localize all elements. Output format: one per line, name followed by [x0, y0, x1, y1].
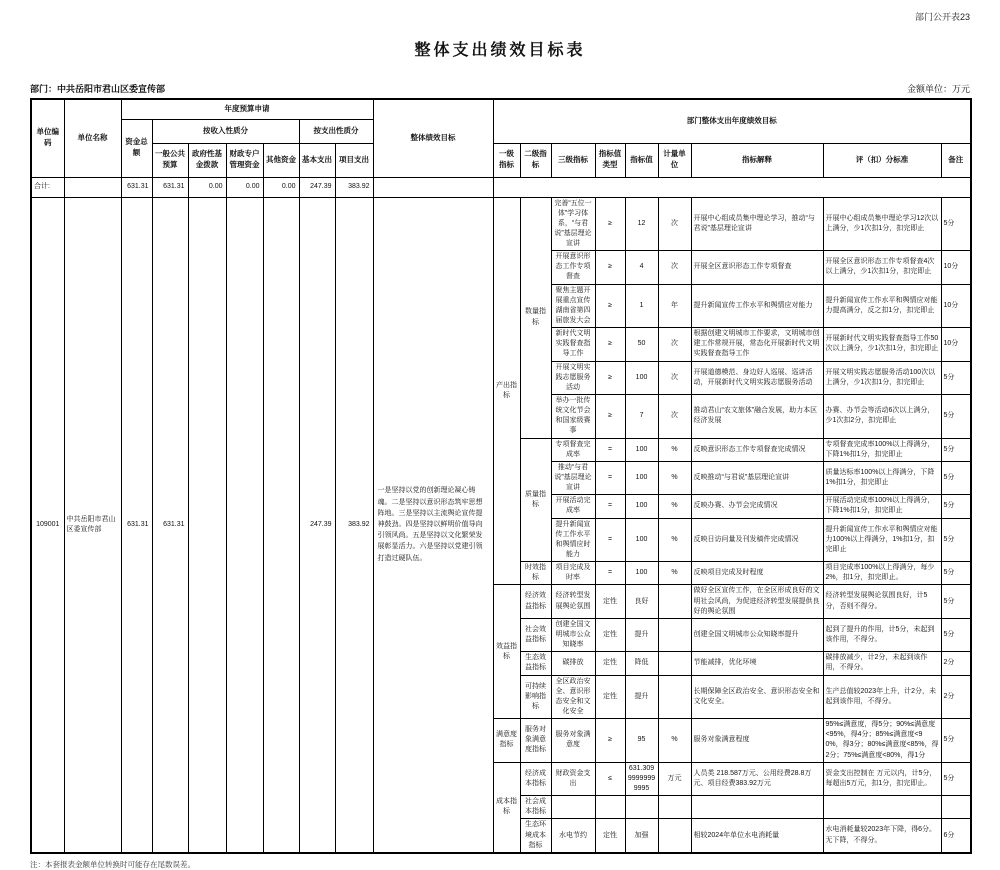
explain-cell: 相较2024年单位水电消耗量 — [691, 819, 823, 853]
unit-general-public-cell: 631.31 — [152, 197, 188, 853]
l2-cell: 生态环境成本指标 — [520, 819, 551, 853]
col-header-gov-fund: 政府性基金拨款 — [188, 143, 226, 177]
remark-cell: 2分 — [941, 652, 971, 675]
remark-cell: 5分 — [941, 438, 971, 461]
unit-measure-cell: 次 — [658, 328, 691, 361]
col-header-by-expenditure: 按支出性质分 — [299, 119, 373, 143]
value-type-cell: 定性 — [595, 819, 625, 853]
score-rule-cell: 开展活动完成率100%以上得满分，下降1%扣1分，扣完即止 — [823, 495, 941, 518]
indicator-row — [31, 197, 971, 251]
value-type-cell: ≥ — [595, 361, 625, 394]
l3-cell: 开展文明实践志愿服务活动 — [551, 361, 595, 394]
remark-cell: 5分 — [941, 618, 971, 651]
l2-cell: 生态效益指标 — [520, 652, 551, 675]
total-right-empty — [493, 177, 971, 197]
l3-cell: 聚焦主题开展重点宣传湖南省第四届旅发大会 — [551, 284, 595, 328]
score-rule-cell: 办赛、办节会等活动6次以上满分，少1次扣2分，扣完即止 — [823, 395, 941, 439]
remark-cell: 10分 — [941, 251, 971, 284]
unit-gov-fund-cell — [188, 197, 226, 853]
l2-cell: 质量指标 — [520, 438, 551, 562]
doc-label: 部门公开表23 — [914, 12, 970, 22]
value-type-cell — [595, 796, 625, 819]
remark-cell: 5分 — [941, 762, 971, 795]
value-type-cell: = — [595, 562, 625, 585]
score-rule-cell — [823, 796, 941, 819]
unit-measure-cell: % — [658, 461, 691, 494]
score-rule-cell: 碳排放减少，计2分，未起到该作用，不得分。 — [823, 652, 941, 675]
value-type-cell: = — [595, 438, 625, 461]
score-rule-cell: 项目完成率100%以上得满分，每少2%，扣1分，扣完即止。 — [823, 562, 941, 585]
value-cell: 提升 — [625, 675, 658, 719]
unit-measure-cell: % — [658, 518, 691, 562]
explain-cell: 推动君山“农文旅体”融合发展，助力本区经济发展 — [691, 395, 823, 439]
unit-measure-cell — [658, 585, 691, 618]
total-other: 0.00 — [263, 177, 299, 197]
unit-measure-cell — [658, 796, 691, 819]
remark-cell: 5分 — [941, 361, 971, 394]
value-cell: 100 — [625, 438, 658, 461]
l3-cell: 全区政治安全、意识形态安全和文化安全 — [551, 675, 595, 719]
remark-cell: 5分 — [941, 461, 971, 494]
col-header-annual-budget: 年度预算申请 — [121, 99, 373, 119]
value-type-cell: ≥ — [595, 251, 625, 284]
value-type-cell: 定性 — [595, 585, 625, 618]
remark-cell: 5分 — [941, 562, 971, 585]
score-rule-cell: 开展中心组成员集中理论学习12次以上满分，少1次扣1分，扣完即止 — [823, 197, 941, 251]
remark-cell: 10分 — [941, 328, 971, 361]
value-type-cell: ≥ — [595, 197, 625, 251]
value-type-cell: ≥ — [595, 328, 625, 361]
col-header-total-funds: 资金总额 — [121, 119, 152, 177]
col-header-by-income: 按收入性质分 — [152, 119, 299, 143]
page-title: 整体支出绩效目标表 — [414, 42, 586, 59]
l3-cell: 完善“五位一体”学习体系，“与君说”基层理论宣讲 — [551, 197, 595, 251]
explain-cell: 人员类 218.587万元、公用经费28.8万元、项目经费383.92万元 — [691, 762, 823, 795]
remark-cell: 6分 — [941, 819, 971, 853]
total-empty-name — [64, 177, 121, 197]
remark-cell: 2分 — [941, 675, 971, 719]
explain-cell: 开展道德模范、身边好人巡展、巡讲活动，开展新时代文明实践志愿服务活动 — [691, 361, 823, 394]
total-general-public: 631.31 — [152, 177, 188, 197]
l3-cell: 推动“与君说”基层理论宣讲 — [551, 461, 595, 494]
explain-cell: 长期保障全区政治安全、意识形态安全和文化安全。 — [691, 675, 823, 719]
value-cell: 100 — [625, 461, 658, 494]
l2-cell: 经济效益指标 — [520, 585, 551, 618]
value-cell — [625, 796, 658, 819]
meta-row — [30, 82, 970, 95]
performance-target-table — [30, 98, 972, 854]
value-type-cell: = — [595, 518, 625, 562]
total-project: 383.92 — [335, 177, 373, 197]
col-header-unit-name: 单位名称 — [64, 99, 121, 177]
unit-fiscal-account-cell — [226, 197, 263, 853]
l1-cell: 效益指标 — [493, 585, 520, 719]
unit-measure-cell: % — [658, 495, 691, 518]
explain-cell: 反映日访问量及刊发稿件完成情况 — [691, 518, 823, 562]
value-type-cell: = — [595, 495, 625, 518]
total-label: 合计: — [31, 177, 64, 197]
explain-cell: 创建全国文明城市公众知晓率提升 — [691, 618, 823, 651]
l2-cell: 数量指标 — [520, 197, 551, 438]
l2-cell: 时效指标 — [520, 562, 551, 585]
col-header-overall-goal: 整体绩效目标 — [373, 99, 493, 177]
unit-name-cell: 中共岳阳市君山区委宣传部 — [64, 197, 121, 853]
l3-cell: 服务对象满意度 — [551, 719, 595, 763]
unit-code-cell: 109001 — [31, 197, 64, 853]
score-rule-cell: 95%≤满意度，得5分；90%≤满意度<95%，得4分；85%≤满意度<90%，得3分；80%≤满意度<85%，得2分；75%≤满意度<80%，得1分 — [823, 719, 941, 763]
value-cell: 12 — [625, 197, 658, 251]
col-header-other-funds: 其他资金 — [263, 143, 299, 177]
l2-cell: 社会成本指标 — [520, 796, 551, 819]
unit-measure-cell: % — [658, 719, 691, 763]
explain-cell: 反映项目完成及时程度 — [691, 562, 823, 585]
explain-cell: 反映意识形态工作专项督查完成情况 — [691, 438, 823, 461]
l3-cell: 经济转型发展舆论氛围 — [551, 585, 595, 618]
score-rule-cell: 开展文明实践志愿服务活动100次以上满分，少1次扣1分，扣完即止 — [823, 361, 941, 394]
value-cell: 50 — [625, 328, 658, 361]
l3-cell: 创建全国文明城市公众知晓率 — [551, 618, 595, 651]
value-type-cell: 定性 — [595, 652, 625, 675]
value-cell: 100 — [625, 361, 658, 394]
explain-cell: 开展全区意识形态工作专项督查 — [691, 251, 823, 284]
remark-cell: 5分 — [941, 518, 971, 562]
total-goal-empty — [373, 177, 493, 197]
col-header-value-type: 指标值类型 — [595, 143, 625, 177]
explain-cell: 提升新闻宣传工作水平和舆情应对能力 — [691, 284, 823, 328]
l3-cell: 开展活动完成率 — [551, 495, 595, 518]
remark-cell: 5分 — [941, 495, 971, 518]
unit-other-cell — [263, 197, 299, 853]
value-cell: 7 — [625, 395, 658, 439]
l3-cell: 举办一批传统文化节会和国家级赛事 — [551, 395, 595, 439]
explain-cell: 反映推动“与君说”基层理论宣讲 — [691, 461, 823, 494]
col-header-unit-code: 单位编码 — [31, 99, 64, 177]
score-rule-cell: 生产总值较2023年上升，计2分，未起到该作用，不得分。 — [823, 675, 941, 719]
unit-measure-cell — [658, 652, 691, 675]
unit-measure-cell: 万元 — [658, 762, 691, 795]
value-cell: 1 — [625, 284, 658, 328]
overall-goal-cell: 一是坚持以党的创新理论凝心铸魂。二是坚持以意识形态筑牢思想阵地。三是坚持以主流舆论宣传提神鼓劲。四是坚持以鲜明价值导向引领风尚。五是坚持以文化繁荣发展彰显活力。六是坚持以党建引领打造过硬队伍。 — [373, 197, 493, 853]
l3-cell: 水电节约 — [551, 819, 595, 853]
total-funds-value: 631.31 — [121, 177, 152, 197]
value-cell: 降低 — [625, 652, 658, 675]
col-header-fiscal-account: 财政专户管理资金 — [226, 143, 263, 177]
l1-cell: 满意度指标 — [493, 719, 520, 763]
remark-cell: 5分 — [941, 585, 971, 618]
value-cell: 100 — [625, 518, 658, 562]
unit-measure-cell — [658, 819, 691, 853]
col-header-score-rule: 评（扣）分标准 — [823, 143, 941, 177]
value-type-cell: ≤ — [595, 762, 625, 795]
unit-measure-cell: % — [658, 438, 691, 461]
l2-cell: 服务对象满意度指标 — [520, 719, 551, 763]
score-rule-cell: 质量达标率100%以上得满分，下降1%扣1分，扣完即止 — [823, 461, 941, 494]
value-cell: 良好 — [625, 585, 658, 618]
score-rule-cell: 开展新时代文明实践督查指导工作50次以上满分，少1次扣1分，扣完即止 — [823, 328, 941, 361]
value-type-cell: = — [595, 461, 625, 494]
col-header-l3: 三级指标 — [551, 143, 595, 177]
explain-cell: 反映办赛、办节会完成情况 — [691, 495, 823, 518]
l2-cell: 可持续影响指标 — [520, 675, 551, 719]
total-row — [31, 177, 971, 197]
value-cell: 100 — [625, 495, 658, 518]
unit-measure-cell: 次 — [658, 395, 691, 439]
value-type-cell: 定性 — [595, 618, 625, 651]
remark-cell: 5分 — [941, 395, 971, 439]
value-cell: 4 — [625, 251, 658, 284]
unit-project-cell: 383.92 — [335, 197, 373, 853]
remark-cell — [941, 796, 971, 819]
col-header-general-public: 一般公共预算 — [152, 143, 188, 177]
score-rule-cell: 资金支出控制在 万元以内，计5分，每超出5万元，扣1分，扣完即止。 — [823, 762, 941, 795]
explain-cell: 服务对象满意程度 — [691, 719, 823, 763]
col-header-explain: 指标解释 — [691, 143, 823, 177]
unit-measure-cell: 年 — [658, 284, 691, 328]
l3-cell — [551, 796, 595, 819]
col-header-unit-measure: 计量单位 — [658, 143, 691, 177]
score-rule-cell: 起到了提升的作用，计5分，未起到该作用，不得分。 — [823, 618, 941, 651]
unit-total-cell: 631.31 — [121, 197, 152, 853]
l3-cell: 开展意识形态工作专项督查 — [551, 251, 595, 284]
value-type-cell: 定性 — [595, 675, 625, 719]
total-basic: 247.39 — [299, 177, 335, 197]
value-cell: 100 — [625, 562, 658, 585]
col-header-l2: 二级指标 — [520, 143, 551, 177]
value-cell: 631.30999999999995 — [625, 762, 658, 795]
remark-cell: 10分 — [941, 284, 971, 328]
value-type-cell: ≥ — [595, 719, 625, 763]
l3-cell: 新时代文明实践督查指导工作 — [551, 328, 595, 361]
l3-cell: 项目完成及时率 — [551, 562, 595, 585]
col-header-value: 指标值 — [625, 143, 658, 177]
value-cell: 提升 — [625, 618, 658, 651]
score-rule-cell: 开展全区意识形态工作专项督查4次以上满分，少1次扣1分，扣完即止 — [823, 251, 941, 284]
explain-cell: 节能减排，优化环境 — [691, 652, 823, 675]
value-cell: 95 — [625, 719, 658, 763]
explain-cell: 开展中心组成员集中理论学习，推动“与君说”基层理论宣讲 — [691, 197, 823, 251]
score-rule-cell: 经济转型发展舆论氛围良好，计5分，否则不得分。 — [823, 585, 941, 618]
l2-cell: 社会效益指标 — [520, 618, 551, 651]
l1-cell: 成本指标 — [493, 762, 520, 853]
col-header-l1: 一级指标 — [493, 143, 520, 177]
total-fiscal-account: 0.00 — [226, 177, 263, 197]
l3-cell: 专项督查完成率 — [551, 438, 595, 461]
l3-cell: 碳排放 — [551, 652, 595, 675]
unit-measure-cell — [658, 618, 691, 651]
score-rule-cell: 专项督查完成率100%以上得满分，下降1%扣1分，扣完即止 — [823, 438, 941, 461]
l3-cell: 财政资金支出 — [551, 762, 595, 795]
footnote: 注：本套报表金额单位转换时可能存在尾数误差。 — [30, 859, 195, 869]
remark-cell: 5分 — [941, 197, 971, 251]
amount-unit-label: 金额单位：万元 — [906, 84, 970, 94]
explain-cell: 根据创建文明城市工作要求，文明城市创建工作常规开展，常态化开展新时代文明实践督查指导工作 — [691, 328, 823, 361]
unit-measure-cell — [658, 675, 691, 719]
total-gov-fund: 0.00 — [188, 177, 226, 197]
l3-cell: 提升新闻宣传工作水平和舆情应时能力 — [551, 518, 595, 562]
l1-cell: 产出指标 — [493, 197, 520, 585]
unit-measure-cell: 次 — [658, 251, 691, 284]
value-cell: 加强 — [625, 819, 658, 853]
unit-measure-cell: 次 — [658, 197, 691, 251]
score-rule-cell: 提升新闻宣传工作水平和舆情应对能力100%以上得满分，1%扣1分，扣完即止 — [823, 518, 941, 562]
col-header-remark: 备注 — [941, 143, 971, 177]
col-header-basic-expend: 基本支出 — [299, 143, 335, 177]
value-type-cell: ≥ — [595, 395, 625, 439]
remark-cell: 5分 — [941, 719, 971, 763]
col-header-project-expend: 项目支出 — [335, 143, 373, 177]
unit-basic-cell: 247.39 — [299, 197, 335, 853]
department-label: 部门：中共岳阳市君山区委宣传部 — [30, 84, 166, 94]
value-type-cell: ≥ — [595, 284, 625, 328]
unit-measure-cell: % — [658, 562, 691, 585]
explain-cell: 做好全区宣传工作，在全区形成良好的文明社会风尚，为促进经济转型发展提供良好的舆论氛围 — [691, 585, 823, 618]
unit-measure-cell: 次 — [658, 361, 691, 394]
l2-cell: 经济成本指标 — [520, 762, 551, 795]
score-rule-cell: 水电消耗量较2023年下降，得6分。无下降，不得分。 — [823, 819, 941, 853]
score-rule-cell: 提升新闻宣传工作水平和舆情应对能力提高满分，反之扣1分，扣完即止 — [823, 284, 941, 328]
col-header-dept-goal: 部门整体支出年度绩效目标 — [493, 99, 971, 143]
explain-cell — [691, 796, 823, 819]
